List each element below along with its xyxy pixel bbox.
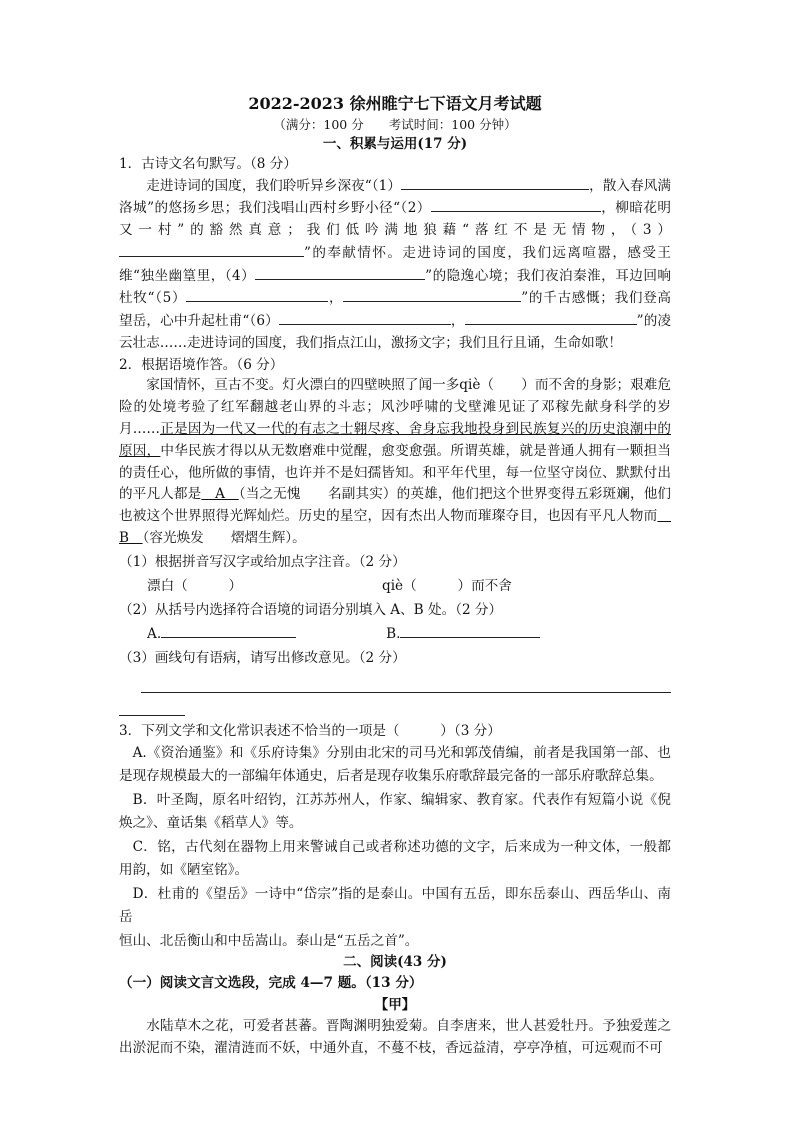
q1-text: ”的千古感慨；我们登高望岳，心中升起杜甫“（6） — [119, 290, 672, 330]
q2-text: （容光焕发 熠熠生辉）。 — [142, 529, 306, 546]
pinyin-answer-2[interactable]: qiè（ ）而不舍 — [382, 577, 512, 594]
reading-passage-text: 水陆草木之花，可爱者甚蕃。晋陶渊明独爱菊。自李唐来，世人甚爱牡丹。予独爱莲之出淤泥而不染，濯清涟而不妖，中通外直，不蔓不枝，香远益清，亭亭净植，可远观而不可 — [119, 1017, 671, 1056]
q1-text: ，柳暗花明又一村”的豁然真意；我们低吟满地狼藉“落红不是无情物，（3） — [119, 200, 672, 239]
answer-blank[interactable] — [119, 242, 304, 257]
reading-passage-label: 【甲】 — [374, 996, 416, 1013]
q2-text: 中华民族才得以从无数磨难中觉醒，愈变愈强。所谓英雄，就是普通人拥有一颗担当的责任心，他所做的事情，也许并不是妇孺皆知。和平年代里，每一位坚守岗位、默默付出的平凡人都是 — [119, 442, 672, 503]
q3-option-d-continued: 恒山、北岳衡山和中岳嵩山。泰山是“五岳之首”。 — [119, 932, 419, 949]
question-1-passage — [119, 175, 671, 355]
answer-blank[interactable] — [279, 310, 451, 325]
answer-blank[interactable] — [401, 175, 589, 190]
q2-sub1: （1）根据拼音写汉字或给加点字注音。（2 分） — [119, 553, 406, 570]
q1-text: 走进诗词的国度，我们聆听异乡深夜“（1） — [146, 177, 402, 194]
q2-sub3: （3）画线句有语病，请写出修改意见。（2 分） — [119, 649, 406, 666]
q2-sub3-answer-line-2[interactable] — [119, 693, 185, 716]
exam-subtitle: （满分：100 分 考试时间：100 分钟） — [273, 117, 517, 132]
q2-sub2-answers — [119, 622, 671, 646]
q2-sub2: （2）从括号内选择符合语境的词语分别填入 A、B 处。（2 分） — [119, 601, 503, 618]
q1-text: ， — [328, 290, 344, 307]
answer-blank[interactable] — [465, 310, 637, 325]
q1-text: ”的奉献情怀。走进诗词的国度，我们远离喧嚣，感受王维“独坐幽篁里，（4） — [119, 244, 671, 284]
question-1-heading: 1．古诗文名句默写。（8 分） — [119, 156, 297, 172]
q3-option-a: A.《资治通鉴》和《乐府诗集》分别由北宋的司马光和郭茂倩编，前者是我国第一部、也是现存规模最大的一部编年体通史，后者是现存收集乐府歌辞最完备的一部乐府歌辞总集。 — [119, 744, 671, 785]
q1-text: ”的隐逸心境；我们夜泊秦淮，耳边回响杜牧“（5） — [119, 267, 671, 307]
question-2-passage — [119, 375, 671, 549]
pinyin-answer-1[interactable]: 漂白（ ） — [147, 577, 243, 594]
section-heading-2: 二、阅读(43 分) — [343, 953, 447, 970]
exam-page — [119, 92, 671, 1059]
answer-a-label: A. — [147, 625, 162, 642]
question-3-heading: 3．下列文学和文化常识表述不恰当的一项是（ ）（3 分） — [119, 722, 501, 739]
question-2-heading: 2．根据语境作答。（6 分） — [119, 356, 284, 373]
q3-option-d: D．杜甫的《望岳》一诗中“岱宗”指的是泰山。中国有五岳，即东岳泰山、西岳华山、南岳 — [119, 885, 671, 926]
q2-underlined-sentence: 正是因为一代又一代的有志之士翱尽疼、舍身忘我地投身到民族复兴的历史浪潮中的原因， — [119, 420, 671, 459]
answer-blank[interactable] — [255, 265, 425, 280]
answer-blank[interactable] — [343, 287, 521, 302]
blank-b[interactable]: B — [119, 508, 671, 546]
q3-option-c: C．铭，古代刻在器物上用来警诫自己或者称述功德的文字，后来成为一种文体，一般都用韵，如《陋室铭》。 — [119, 838, 671, 879]
answer-blank[interactable] — [431, 197, 601, 212]
q1-text: ”的凌云壮志……走进诗词的国度，我们指点江山，激扬文字；我们且行且诵，生命如歌！ — [119, 313, 672, 352]
q2-sub1-answers — [119, 574, 671, 598]
answer-b-field[interactable] — [400, 623, 540, 638]
answer-b-label: B. — [386, 625, 401, 642]
q2-text: 家国情怀，亘古不变。灯火漂白的四壁映照了闻一多qiè（ ）而不舍的身影；艰难危险的处境考验了红军翻越老山界的斗志；风沙呼啸的戈壁滩见证了邓稼先献身科学的岁月…… — [119, 377, 671, 437]
q1-text: ， — [450, 313, 465, 330]
section-heading-1: 一、积累与运用(17 分) — [322, 136, 468, 152]
q3-option-b: B．叶圣陶，原名叶绍钧，江苏苏州人，作家、编辑家、教育家。代表作有短篇小说《倪焕之》、童话集《稻草人》等。 — [119, 791, 671, 832]
answer-a-field[interactable] — [161, 623, 296, 638]
q1-text: ，散入春风满洛城”的悠扬乡思；我们浅唱山西村乡野小径“（2） — [119, 177, 671, 217]
blank-a[interactable]: A — [201, 486, 239, 503]
exam-title: 2022-2023 徐州睢宁七下语文月考试题 — [248, 94, 542, 113]
q2-sub3-answer-line[interactable] — [141, 670, 671, 693]
q2-text: （当之无愧 名副其实）的英雄，他们把这个世界变得五彩斑斓，他们也被这个世界照得光辉灿烂。历史的星空，因有杰出人物而璀璨夺目，也因有平凡人物而 — [119, 486, 672, 525]
reading-heading: （一）阅读文言文选段，完成 4—7 题。（13 分） — [119, 974, 423, 991]
answer-blank[interactable] — [186, 287, 328, 302]
